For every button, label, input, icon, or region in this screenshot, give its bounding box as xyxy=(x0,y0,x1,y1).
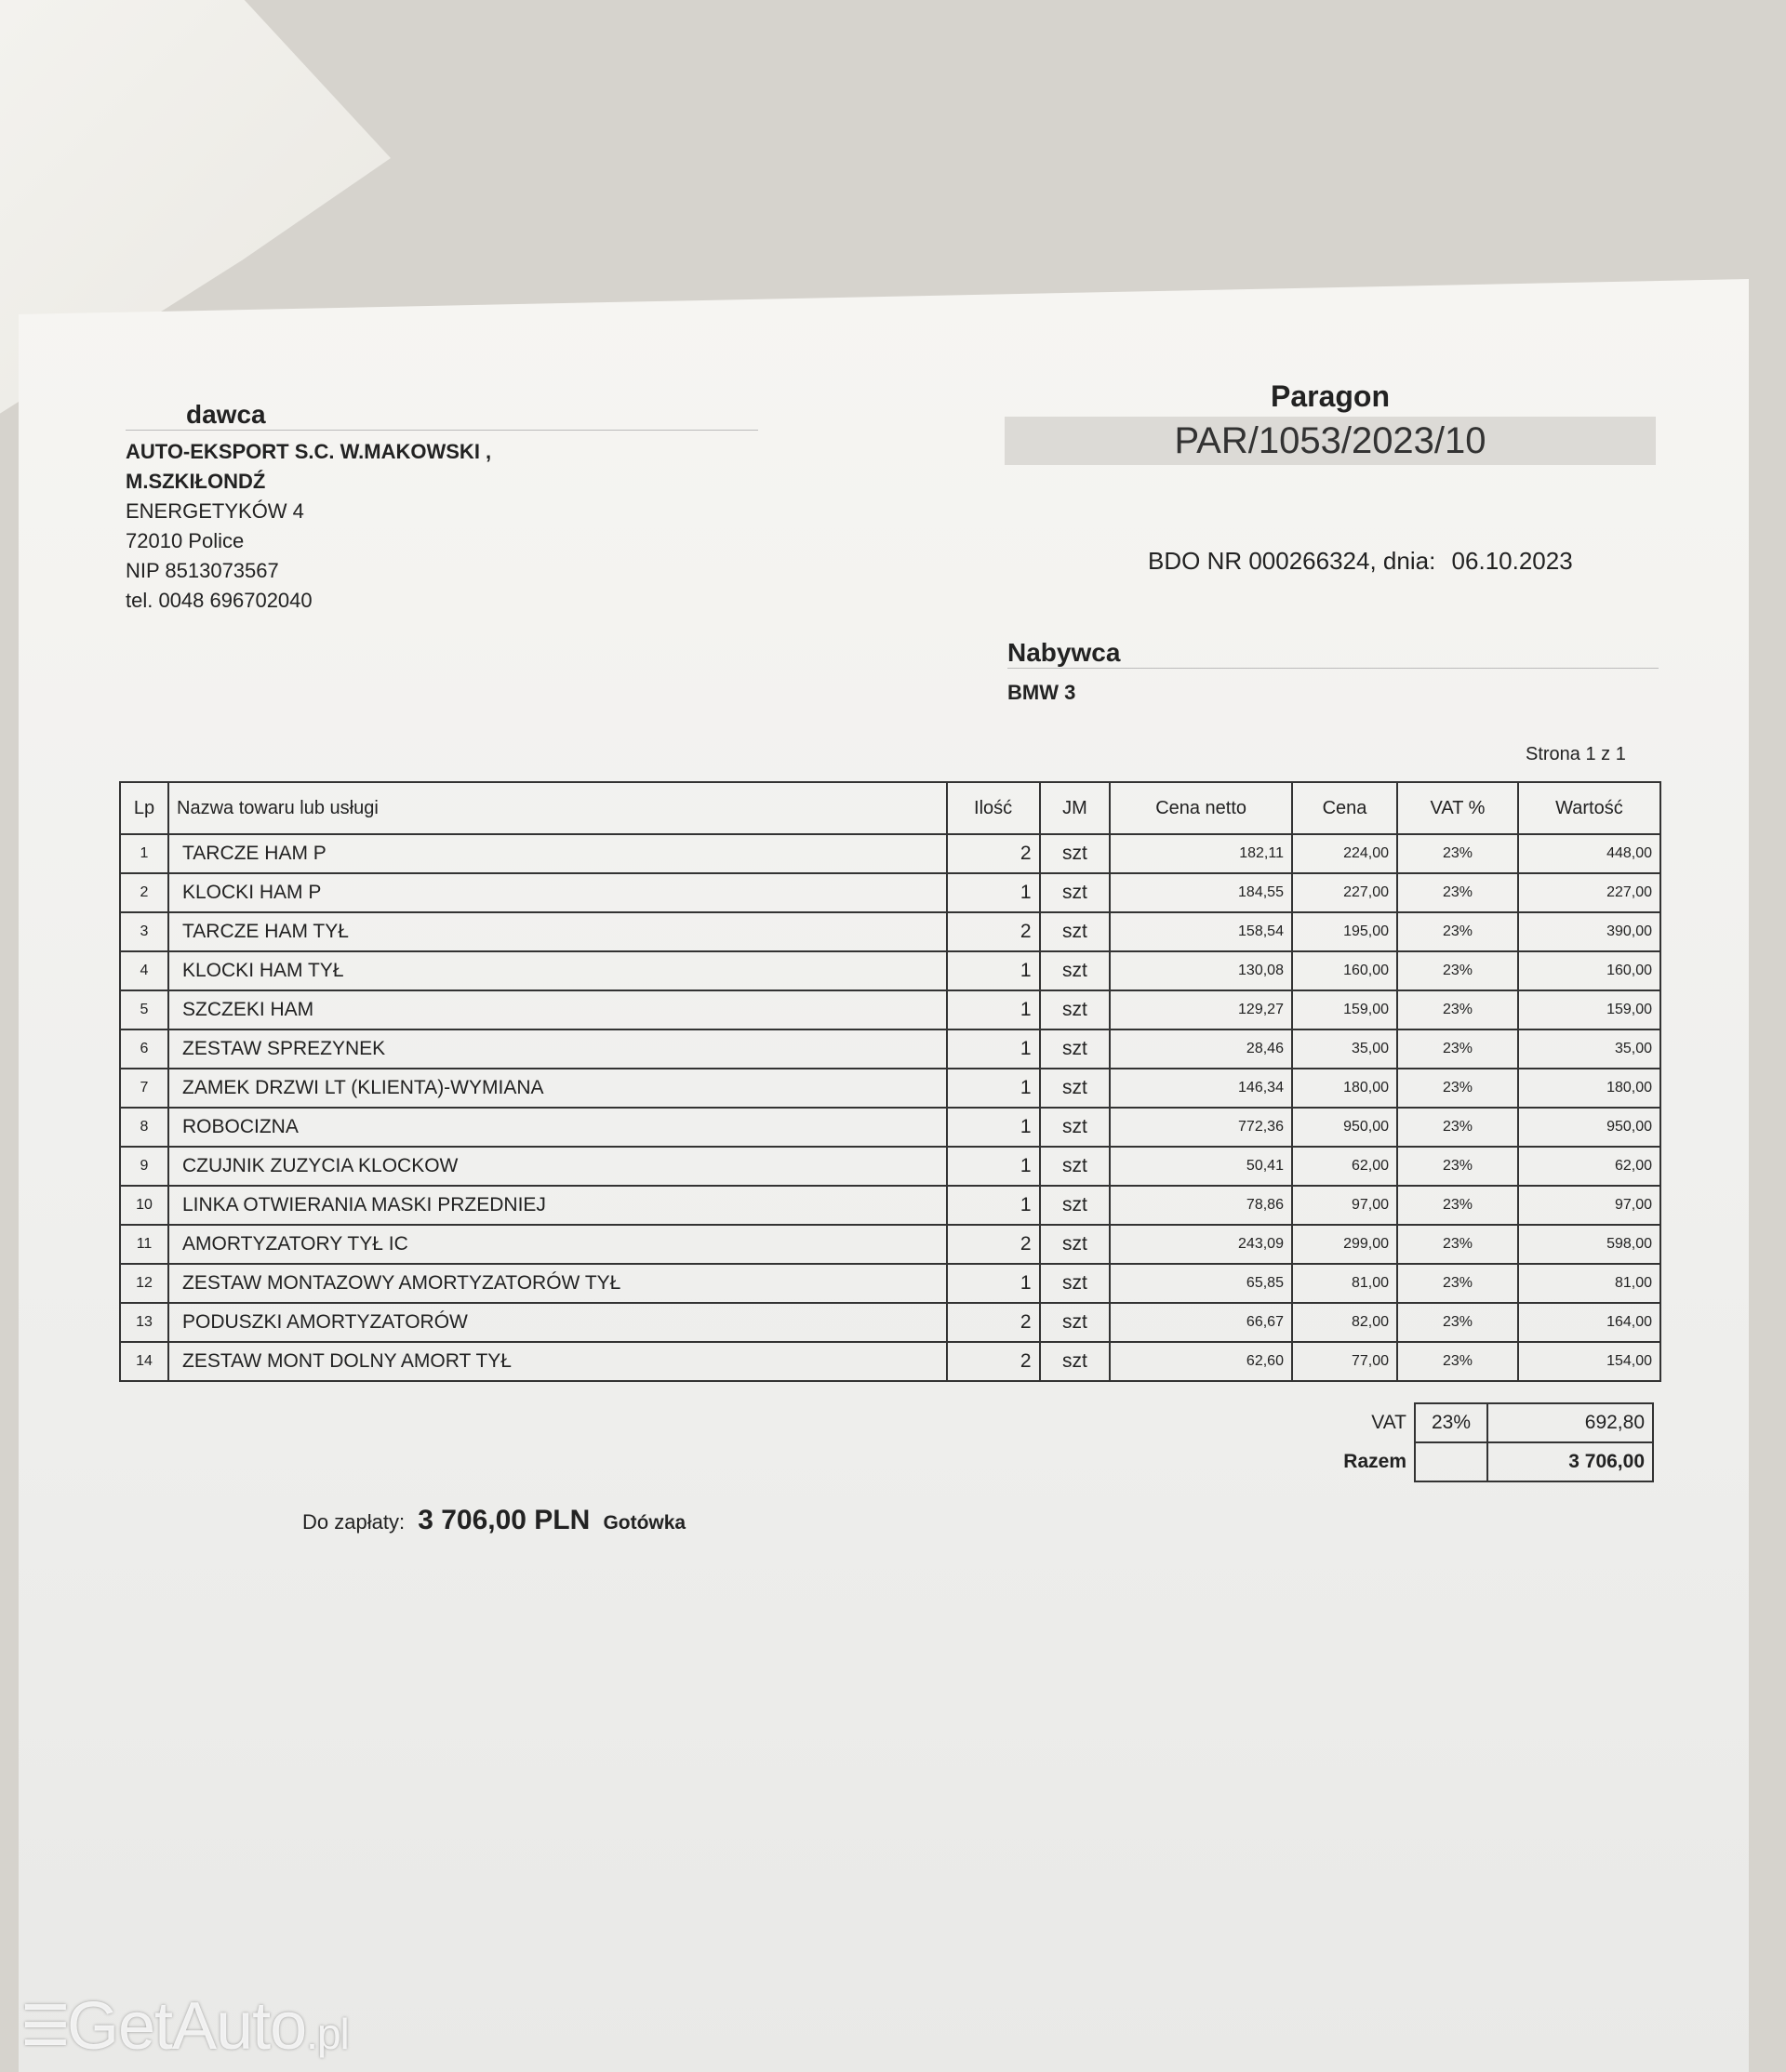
table-row xyxy=(120,1264,1660,1303)
table-row xyxy=(120,912,1660,951)
row-qty: 1 xyxy=(947,1264,1040,1303)
vat-total-row xyxy=(1287,1403,1653,1442)
row-unit: szt xyxy=(1040,1225,1111,1264)
row-name: ZESTAW SPREZYNEK xyxy=(168,1029,947,1069)
row-vat: 23% xyxy=(1397,951,1518,990)
grand-total-label: Razem xyxy=(1343,1451,1406,1472)
bdo-line xyxy=(1148,547,1582,576)
row-lp: 4 xyxy=(120,951,168,990)
payment-method: Gotówka xyxy=(603,1512,686,1534)
buyer-heading: Nabywca xyxy=(1007,638,1121,667)
seller-heading: dawca xyxy=(186,400,266,429)
seller-divider xyxy=(126,430,758,431)
row-vat: 23% xyxy=(1397,1029,1518,1069)
table-row xyxy=(120,1186,1660,1225)
getauto-watermark xyxy=(20,1988,349,2065)
seller-phone: tel. 0048 696702040 xyxy=(126,589,313,612)
row-unit: szt xyxy=(1040,951,1111,990)
vat-total-label: VAT xyxy=(1371,1412,1406,1433)
row-qty: 1 xyxy=(947,873,1040,912)
row-qty: 1 xyxy=(947,1147,1040,1186)
row-qty: 1 xyxy=(947,1108,1040,1147)
row-price: 160,00 xyxy=(1292,951,1397,990)
row-qty: 2 xyxy=(947,1225,1040,1264)
row-price: 159,00 xyxy=(1292,990,1397,1029)
row-qty: 1 xyxy=(947,1029,1040,1069)
table-header-row xyxy=(120,782,1660,834)
row-unit: szt xyxy=(1040,912,1111,951)
menu-icon: ☰ xyxy=(20,1995,70,2057)
row-lp: 1 xyxy=(120,834,168,873)
row-net-price: 65,85 xyxy=(1110,1264,1292,1303)
buyer-divider xyxy=(1007,668,1659,669)
row-vat: 23% xyxy=(1397,1264,1518,1303)
col-vat: VAT % xyxy=(1397,782,1518,834)
row-qty: 1 xyxy=(947,1069,1040,1108)
row-name: ZESTAW MONT DOLNY AMORT TYŁ xyxy=(168,1342,947,1381)
col-lp: Lp xyxy=(120,782,168,834)
row-qty: 2 xyxy=(947,1303,1040,1342)
row-name: ZAMEK DRZWI LT (KLIENTA)-WYMIANA xyxy=(168,1069,947,1108)
row-vat: 23% xyxy=(1397,912,1518,951)
seller-city: 72010 Police xyxy=(126,529,245,552)
row-qty: 2 xyxy=(947,834,1040,873)
row-value: 62,00 xyxy=(1518,1147,1660,1186)
row-value: 598,00 xyxy=(1518,1225,1660,1264)
grand-total-row xyxy=(1287,1442,1653,1481)
row-price: 97,00 xyxy=(1292,1186,1397,1225)
seller-nip: NIP 8513073567 xyxy=(126,559,279,582)
row-lp: 11 xyxy=(120,1225,168,1264)
row-net-price: 182,11 xyxy=(1110,834,1292,873)
row-net-price: 146,34 xyxy=(1110,1069,1292,1108)
row-name: CZUJNIK ZUZYCIA KLOCKOW xyxy=(168,1147,947,1186)
row-unit: szt xyxy=(1040,1186,1111,1225)
row-price: 180,00 xyxy=(1292,1069,1397,1108)
row-name: TARCZE HAM TYŁ xyxy=(168,912,947,951)
row-net-price: 28,46 xyxy=(1110,1029,1292,1069)
row-value: 448,00 xyxy=(1518,834,1660,873)
row-lp: 9 xyxy=(120,1147,168,1186)
row-vat: 23% xyxy=(1397,873,1518,912)
table-row xyxy=(120,1225,1660,1264)
row-unit: szt xyxy=(1040,1069,1111,1108)
row-unit: szt xyxy=(1040,1147,1111,1186)
row-price: 224,00 xyxy=(1292,834,1397,873)
vat-total-amount: 692,80 xyxy=(1487,1403,1653,1442)
grand-total-spacer xyxy=(1415,1442,1487,1481)
row-value: 390,00 xyxy=(1518,912,1660,951)
table-row xyxy=(120,834,1660,873)
row-name: AMORTYZATORY TYŁ IC xyxy=(168,1225,947,1264)
row-unit: szt xyxy=(1040,1303,1111,1342)
table-row xyxy=(120,951,1660,990)
col-qty: Ilość xyxy=(947,782,1040,834)
col-value: Wartość xyxy=(1518,782,1660,834)
row-lp: 6 xyxy=(120,1029,168,1069)
table-row xyxy=(120,990,1660,1029)
row-value: 154,00 xyxy=(1518,1342,1660,1381)
row-value: 81,00 xyxy=(1518,1264,1660,1303)
row-value: 159,00 xyxy=(1518,990,1660,1029)
row-name: PODUSZKI AMORTYZATORÓW xyxy=(168,1303,947,1342)
row-name: TARCZE HAM P xyxy=(168,834,947,873)
buyer-name: BMW 3 xyxy=(1007,681,1076,704)
row-name: LINKA OTWIERANIA MASKI PRZEDNIEJ xyxy=(168,1186,947,1225)
row-unit: szt xyxy=(1040,873,1111,912)
row-qty: 2 xyxy=(947,1342,1040,1381)
row-net-price: 243,09 xyxy=(1110,1225,1292,1264)
row-value: 97,00 xyxy=(1518,1186,1660,1225)
bdo-label: BDO NR 000266324, dnia: xyxy=(1148,547,1436,575)
table-row xyxy=(120,1303,1660,1342)
totals-table xyxy=(1287,1402,1654,1482)
row-lp: 5 xyxy=(120,990,168,1029)
row-net-price: 184,55 xyxy=(1110,873,1292,912)
row-unit: szt xyxy=(1040,1264,1111,1303)
watermark-tld: .pl xyxy=(306,2010,349,2058)
table-row xyxy=(120,1029,1660,1069)
row-vat: 23% xyxy=(1397,1069,1518,1108)
row-lp: 13 xyxy=(120,1303,168,1342)
document-date: 06.10.2023 xyxy=(1451,547,1573,575)
row-vat: 23% xyxy=(1397,1186,1518,1225)
row-price: 195,00 xyxy=(1292,912,1397,951)
row-unit: szt xyxy=(1040,1029,1111,1069)
row-net-price: 158,54 xyxy=(1110,912,1292,951)
row-unit: szt xyxy=(1040,990,1111,1029)
row-name: ROBOCIZNA xyxy=(168,1108,947,1147)
row-lp: 12 xyxy=(120,1264,168,1303)
row-lp: 8 xyxy=(120,1108,168,1147)
row-qty: 1 xyxy=(947,1186,1040,1225)
row-lp: 10 xyxy=(120,1186,168,1225)
row-net-price: 50,41 xyxy=(1110,1147,1292,1186)
row-price: 950,00 xyxy=(1292,1108,1397,1147)
table-row xyxy=(120,1108,1660,1147)
row-price: 77,00 xyxy=(1292,1342,1397,1381)
payment-line xyxy=(302,1505,686,1536)
row-price: 82,00 xyxy=(1292,1303,1397,1342)
row-value: 164,00 xyxy=(1518,1303,1660,1342)
payment-label: Do zapłaty: xyxy=(302,1510,406,1534)
payment-amount: 3 706,00 PLN xyxy=(418,1505,591,1535)
page-indicator: Strona 1 z 1 xyxy=(1526,744,1626,764)
row-price: 227,00 xyxy=(1292,873,1397,912)
grand-total-amount: 3 706,00 xyxy=(1487,1442,1653,1481)
seller-address xyxy=(126,437,491,616)
row-net-price: 130,08 xyxy=(1110,951,1292,990)
row-name: SZCZEKI HAM xyxy=(168,990,947,1029)
row-vat: 23% xyxy=(1397,1342,1518,1381)
seller-name-line-1: AUTO-EKSPORT S.C. W.MAKOWSKI , xyxy=(126,440,492,463)
table-row xyxy=(120,1342,1660,1381)
table-row xyxy=(120,873,1660,912)
row-value: 180,00 xyxy=(1518,1069,1660,1108)
row-name: KLOCKI HAM TYŁ xyxy=(168,951,947,990)
row-value: 160,00 xyxy=(1518,951,1660,990)
table-row xyxy=(120,1069,1660,1108)
row-unit: szt xyxy=(1040,1108,1111,1147)
row-lp: 3 xyxy=(120,912,168,951)
row-vat: 23% xyxy=(1397,1147,1518,1186)
col-name: Nazwa towaru lub usługi xyxy=(168,782,947,834)
row-qty: 1 xyxy=(947,951,1040,990)
row-value: 950,00 xyxy=(1518,1108,1660,1147)
row-vat: 23% xyxy=(1397,1108,1518,1147)
row-qty: 1 xyxy=(947,990,1040,1029)
row-price: 62,00 xyxy=(1292,1147,1397,1186)
row-price: 81,00 xyxy=(1292,1264,1397,1303)
row-net-price: 66,67 xyxy=(1110,1303,1292,1342)
col-unit: JM xyxy=(1040,782,1111,834)
row-net-price: 78,86 xyxy=(1110,1186,1292,1225)
row-vat: 23% xyxy=(1397,990,1518,1029)
row-net-price: 129,27 xyxy=(1110,990,1292,1029)
row-net-price: 62,60 xyxy=(1110,1342,1292,1381)
row-price: 35,00 xyxy=(1292,1029,1397,1069)
row-unit: szt xyxy=(1040,834,1111,873)
vat-total-rate: 23% xyxy=(1415,1403,1487,1442)
row-lp: 7 xyxy=(120,1069,168,1108)
row-name: ZESTAW MONTAZOWY AMORTYZATORÓW TYŁ xyxy=(168,1264,947,1303)
row-name: KLOCKI HAM P xyxy=(168,873,947,912)
row-value: 227,00 xyxy=(1518,873,1660,912)
row-unit: szt xyxy=(1040,1342,1111,1381)
col-price: Cena xyxy=(1292,782,1397,834)
row-vat: 23% xyxy=(1397,1303,1518,1342)
row-lp: 2 xyxy=(120,873,168,912)
document-type: Paragon xyxy=(1270,379,1391,413)
table-row xyxy=(120,1147,1660,1186)
seller-name-line-2: M.SZKIŁONDŹ xyxy=(126,470,266,493)
watermark-brand: GetAuto xyxy=(67,1989,307,2064)
document-number: PAR/1053/2023/10 xyxy=(1005,417,1656,465)
row-qty: 2 xyxy=(947,912,1040,951)
items-table xyxy=(119,781,1661,1382)
row-vat: 23% xyxy=(1397,834,1518,873)
seller-street: ENERGETYKÓW 4 xyxy=(126,499,304,523)
col-net-price: Cena netto xyxy=(1110,782,1292,834)
row-vat: 23% xyxy=(1397,1225,1518,1264)
row-value: 35,00 xyxy=(1518,1029,1660,1069)
row-price: 299,00 xyxy=(1292,1225,1397,1264)
row-net-price: 772,36 xyxy=(1110,1108,1292,1147)
row-lp: 14 xyxy=(120,1342,168,1381)
